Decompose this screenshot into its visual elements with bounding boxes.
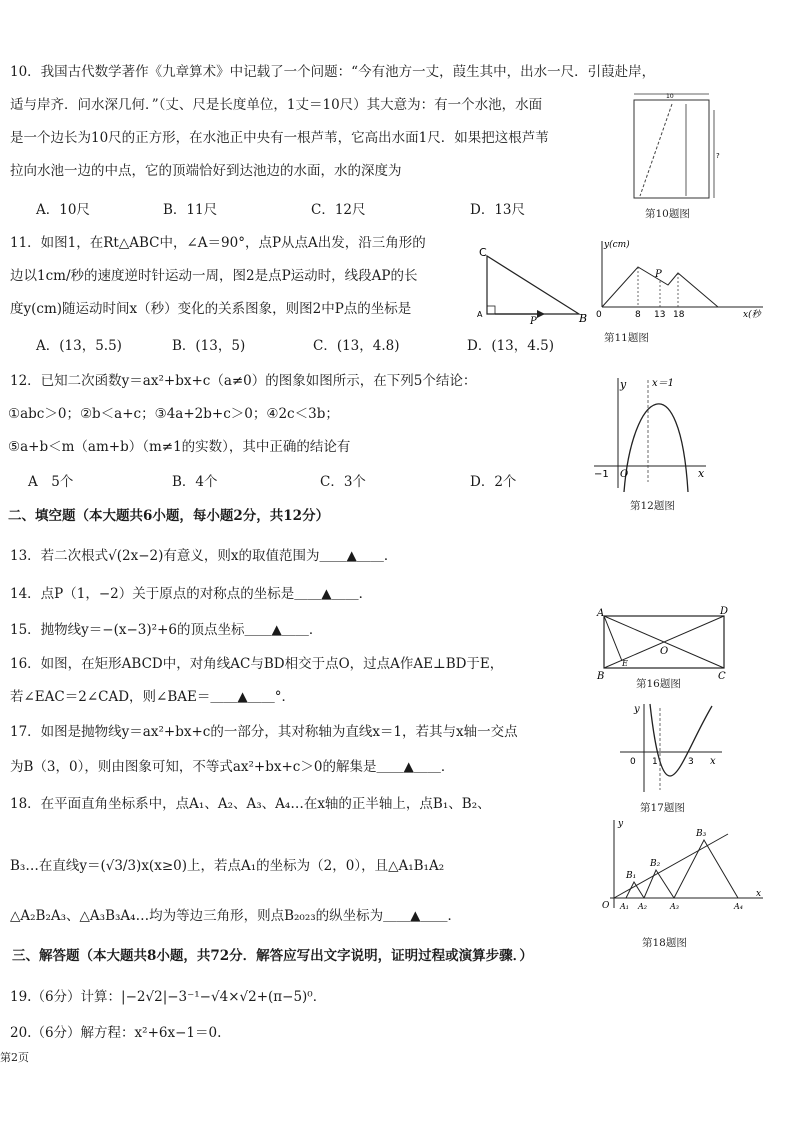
q10-figure [628, 90, 723, 205]
q11-label-c: C [479, 246, 487, 259]
q18-ylabel: y [618, 819, 624, 829]
q18-caption: 第18题图 [642, 937, 687, 949]
q11-label-b: B [579, 312, 588, 325]
q10-line-1: 10．我国古代数学著作《九章算术》中记载了一个问题：“今有池方一丈，葭生其中，出水一尺．引葭赴岸， [10, 64, 656, 80]
q18-label-b3: B₃ [696, 829, 707, 839]
q10-width-label: 10 [666, 93, 674, 100]
page-footer: 第2页 [0, 1051, 29, 1064]
q12-ylabel: y [620, 378, 627, 391]
q18-label-b2: B₂ [650, 859, 661, 869]
q12-neg1-label: −1 [594, 469, 609, 480]
q11-triangle-abc [487, 256, 579, 314]
q11-fig1-triangle [475, 240, 595, 325]
q17-caption: 第17题图 [640, 802, 685, 814]
q11-xlabel: x(秒 [743, 310, 761, 320]
q12-option-c: C．3个 [320, 474, 366, 490]
q12-option-d: D．2个 [470, 474, 517, 490]
q11-p-arrowhead [537, 310, 545, 318]
q12-option-a: A 5个 [28, 474, 74, 490]
q18-figure [598, 816, 768, 916]
q17-tick-3: 3 [688, 757, 694, 767]
q16-label-a: A [597, 608, 605, 619]
q10-line-3: 是一个边长为10尺的正方形，在水池正中央有一根芦苇，它高出水面1尺．如果把这根芦苇 [10, 130, 549, 146]
q11-tick-8: 8 [635, 310, 641, 320]
q12-line-3: ⑤a+b＜m（am+b）（m≠1的实数），其中正确的结论有 [8, 439, 351, 455]
q20-text: 20.（6分）解方程：x²+6x−1＝0. [10, 1025, 222, 1041]
q12-origin: O [620, 469, 629, 480]
q11-option-d: D．(13，4.5) [467, 338, 555, 354]
q10-depth-label: ? [716, 152, 720, 160]
q16-line-2: 若∠EAC＝2∠CAD，则∠BAE＝＿＿▲＿＿°． [10, 689, 296, 705]
q11-caption: 第11题图 [604, 332, 649, 344]
q18-origin: O [602, 901, 610, 911]
q10-line-4: 拉向水池一边的中点，它的顶端恰好到达池边的水面，水的深度为 [10, 163, 402, 179]
q10-caption: 第10题图 [645, 208, 690, 220]
q16-line-1: 16．如图，在矩形ABCD中，对角线AC与BD相交于点O，过点A作AE⊥BD于E， [10, 656, 504, 672]
q12-sym-label: x＝1 [652, 378, 675, 389]
q16-label-o: O [660, 646, 669, 657]
q10-line-2: 适与岸齐．问水深几何．”（丈、尺是长度单位，1丈＝10尺）其大意为：有一个水池，水面 [10, 97, 543, 113]
section-2-heading: 二、填空题（本大题共6小题，每小题2分，共12分） [8, 508, 330, 524]
q18-label-a1: A₁ [620, 902, 629, 911]
q17-line-2: 为B（3，0），则由图象可知，不等式ax²+bx+c＞0的解集是＿＿▲＿＿． [10, 759, 455, 775]
q17-line-1: 17．如图是抛物线y＝ax²+bx+c的一部分，其对称轴为直线x＝1，若其与x轴一交点 [10, 724, 518, 740]
q10-option-a: A．10尺 [36, 202, 90, 218]
q18-label-a2: A₂ [638, 902, 647, 911]
q12-option-b: B．4个 [172, 474, 218, 490]
q11-label-a: A [477, 310, 483, 319]
q11-line-2: 边以1cm/秒的速度逆时针运动一周，图2是点P运动时，线段AP的长 [10, 268, 418, 284]
q13-text: 13．若二次根式√(2x−2)有意义，则x的取值范围为＿＿▲＿＿． [10, 548, 398, 564]
q18-triangle-3 [674, 840, 738, 898]
q12-parabola [624, 404, 688, 492]
q12-line-2: ①abc＞0；②b＜a+c；③4a+2b+c＞0；④2c＜3b； [8, 406, 339, 422]
q12-xlabel: x [698, 467, 705, 480]
q18-label-a3: A₃ [670, 902, 679, 911]
q18-line-3: △A₂B₂A₃、△A₃B₃A₄…均为等边三角形，则点B₂₀₂₃的纵坐标为＿＿▲＿＿． [10, 908, 462, 924]
q17-figure [612, 700, 727, 798]
q11-option-b: B．(13，5) [172, 338, 246, 354]
q11-tick-13: 13 [654, 310, 666, 320]
q11-option-a: A．(13，5.5) [36, 338, 122, 354]
q11-ylabel: y(cm) [604, 240, 630, 250]
q12-caption: 第12题图 [630, 500, 675, 512]
q16-label-c: C [718, 671, 726, 681]
q11-point-p: P [655, 269, 662, 280]
q17-origin: 0 [630, 757, 636, 767]
q16-label-e: E [622, 659, 628, 668]
q17-parabola [650, 704, 712, 776]
q16-caption: 第16题图 [636, 678, 681, 690]
q18-label-a4: A₄ [734, 902, 743, 911]
q12-line-1: 12．已知二次函数y＝ax²+bx+c（a≠0）的图象如图所示，在下列5个结论： [10, 373, 477, 389]
q16-label-b: B [597, 671, 605, 681]
q11-origin: 0 [596, 310, 602, 320]
q17-tick-1: 1 [652, 757, 658, 767]
q19-text: 19.（6分）计算：|−2√2|−3⁻¹−√4×√2+(π−5)⁰． [10, 989, 327, 1005]
q10-option-c: C．12尺 [311, 202, 366, 218]
q18-line-2: B₃…在直线y＝(√3/3)x(x≥0)上，若点A₁的坐标为（2，0），且△A₁B₁A₂ [10, 858, 445, 874]
q16-figure [594, 606, 734, 681]
q11-line-3: 度y(cm)随运动时间x（秒）变化的关系图象，则图2中P点的坐标是 [10, 301, 412, 317]
q10-option-b: B．11尺 [163, 202, 218, 218]
q17-ylabel: y [634, 704, 640, 715]
q18-triangle-2 [644, 870, 674, 898]
q12-figure [588, 370, 713, 495]
section-3-heading: 三、解答题（本大题共8小题，共72分．解答应写出文字说明，证明过程或演算步骤．） [12, 948, 533, 964]
q10-reed-dashed [640, 104, 672, 196]
q11-line-1: 11．如图1，在Rt△ABC中，∠A＝90°，点P从点A出发，沿三角形的 [10, 235, 426, 251]
q14-text: 14．点P（1，−2）关于原点的对称点的坐标是＿＿▲＿＿． [10, 586, 373, 602]
q11-tick-18: 18 [673, 310, 685, 320]
q10-pool-rect [634, 100, 709, 198]
q10-option-d: D．13尺 [470, 202, 526, 218]
q11-fig2-graph [588, 233, 778, 323]
q17-xlabel: x [710, 756, 716, 767]
q11-right-angle-mark [487, 306, 495, 314]
q18-label-b1: B₁ [626, 871, 637, 881]
q11-label-p: P [530, 316, 537, 325]
q18-xlabel: x [756, 889, 762, 899]
q16-label-d: D [720, 606, 729, 617]
q18-line-1: 18．在平面直角坐标系中，点A₁、A₂、A₃、A₄…在x轴的正半轴上，点B₁、B₂、 [10, 796, 491, 812]
q11-option-c: C．(13，4.8) [313, 338, 400, 354]
q15-text: 15．抛物线y＝−(x−3)²+6的顶点坐标＿＿▲＿＿． [10, 622, 323, 638]
